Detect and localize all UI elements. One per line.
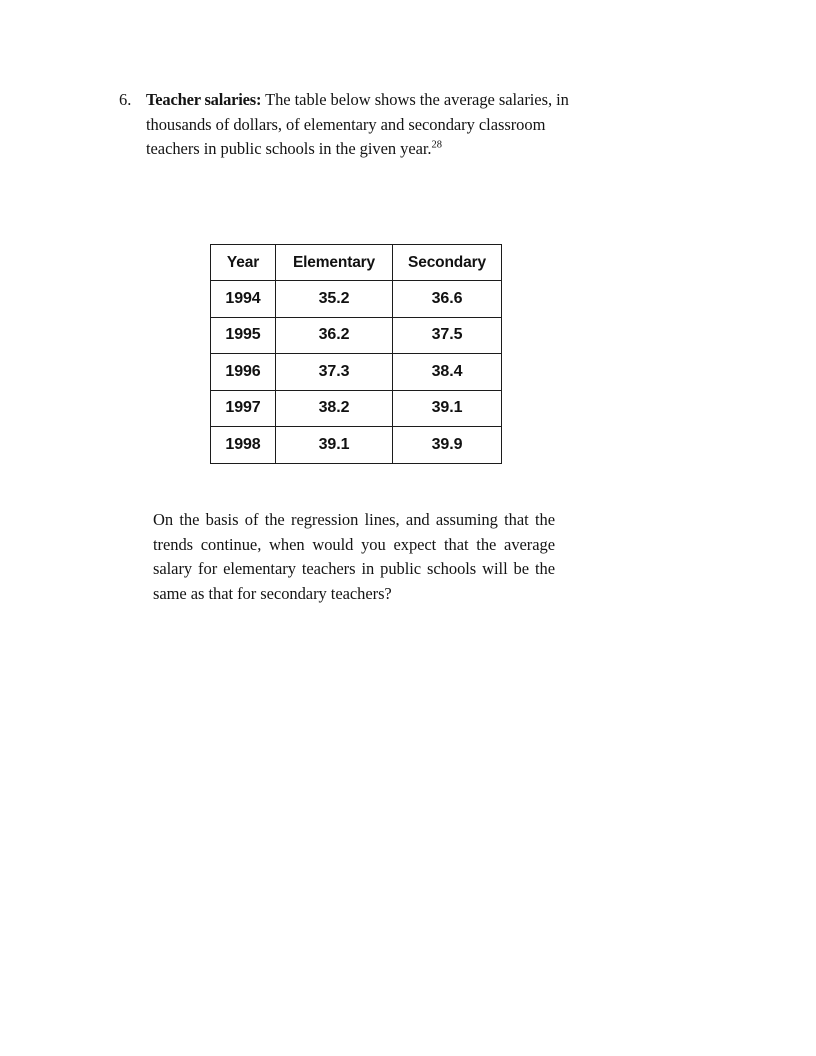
table-row [211,390,502,427]
table-body [211,281,502,464]
question-text: On the basis of the regression lines, and assuming that the trends continue, when would you expect that the average salary for elementary teachers in public schools will be the same as that for secondary teachers? [153,510,555,603]
cell-secondary: 37.5 [393,317,502,354]
table-row [211,317,502,354]
exercise-lead-in: Teacher salaries: [146,90,262,109]
cell-secondary: 36.6 [393,281,502,318]
column-header-secondary: Secondary [393,245,502,281]
cell-elementary: 37.3 [276,354,393,391]
table-header-row [211,245,502,281]
cell-year: 1994 [211,281,276,318]
cell-year: 1997 [211,390,276,427]
exercise-prompt: The table below shows the average salaries, in thousands of dollars, of elementary and secondary classroom teachers in public schools in the given year. [146,90,569,158]
cell-elementary: 39.1 [276,427,393,464]
cell-year: 1998 [211,427,276,464]
exercise-text [146,88,571,162]
exercise-row [119,88,571,162]
table-row [211,427,502,464]
cell-year: 1995 [211,317,276,354]
salary-table-container [210,244,502,464]
cell-secondary: 39.9 [393,427,502,464]
exercise-number: 6. [119,90,132,109]
footnote-reference: 28 [431,139,442,151]
salary-table [210,244,502,464]
table-row [211,281,502,318]
cell-elementary: 36.2 [276,317,393,354]
cell-year: 1996 [211,354,276,391]
table-row [211,354,502,391]
cell-secondary: 38.4 [393,354,502,391]
column-header-year: Year [211,245,276,281]
exercise-block [119,88,571,162]
table-header [211,245,502,281]
column-header-elementary: Elementary [276,245,393,281]
question-paragraph-container [153,508,555,606]
cell-elementary: 38.2 [276,390,393,427]
cell-secondary: 39.1 [393,390,502,427]
cell-elementary: 35.2 [276,281,393,318]
